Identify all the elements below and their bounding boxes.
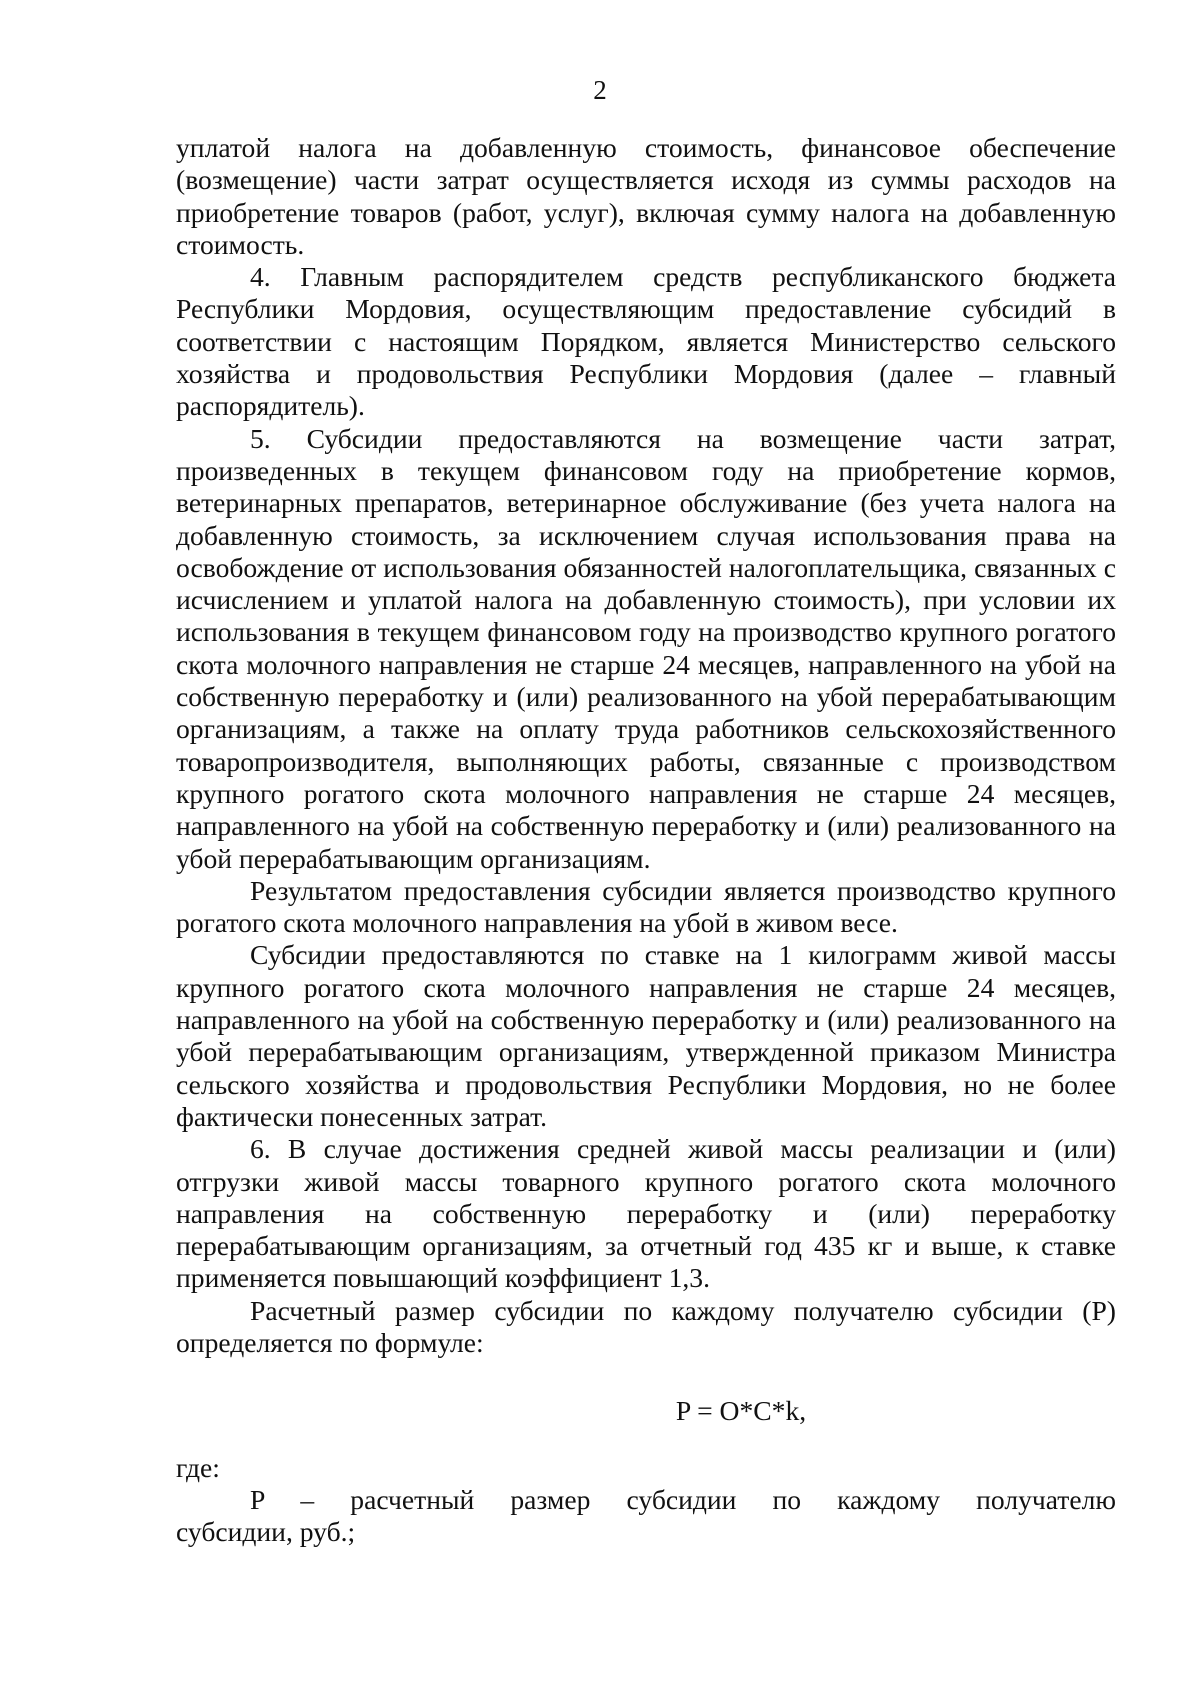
paragraph-item-4: 4. Главным распорядителем средств республиканского бюджета Республики Мордовия, осуществляющим предоставление субсидий в соответствии с настоящим Порядком, является Министерство сельского хозяйства и продовольствия Республики Мордовия (далее – главный распорядитель). (176, 261, 1116, 422)
definition-p-line1: P – расчетный размер субсидии по каждому получателю (250, 1483, 1116, 1515)
where-label: где: (176, 1451, 220, 1483)
page-number: 2 (593, 75, 607, 105)
subsidy-formula: P = O*C*k, (675, 1395, 807, 1427)
paragraph-item-6: 6. В случае достижения средней живой массы реализации и (или) отгрузки живой массы товарного крупного рогатого скота молочного направления на собственную переработку и (или) переработку перерабатывающим организациям, за отчетный год 435 кг и выше, к ставке применяется повышающий коэффициент 1,3. (176, 1133, 1116, 1294)
paragraph-rate: Субсидии предоставляются по ставке на 1 килограмм живой массы крупного рогатого скота молочного направления не старше 24 месяцев, направленного на убой на собственную переработку и (или) реализованного на убой перерабатывающим организациям, утвержденной приказом Министра сельского хозяйства и продовольствия Республики Мордовия, но не более фактически понесенных затрат. (176, 939, 1116, 1132)
document-body (176, 132, 1116, 1548)
paragraph-continuation: уплатой налога на добавленную стоимость, финансовое обеспечение (возмещение) части затрат осуществляется исходя из суммы расходов на приобретение товаров (работ, услуг), включая сумму налога на добавленную стоимость. (176, 132, 1116, 260)
paragraph-result: Результатом предоставления субсидии является производство крупного рогатого скота молочного направления на убой в живом весе. (176, 874, 1116, 939)
definition-p-line2: субсидии, руб.; (176, 1516, 356, 1548)
paragraph-formula-intro: Расчетный размер субсидии по каждому получателю субсидии (P) определяется по формуле: (176, 1294, 1116, 1358)
paragraph-item-5: 5. Субсидии предоставляются на возмещение части затрат, произведенных в текущем финансовом году на приобретение кормов, ветеринарных препаратов, ветеринарное обслуживание (без учета налога на добавленную стоимость, за исключением случая использования права на освобождение от использования обязанностей налогоплательщика, связанных с исчислением и уплатой налога на добавленную стоимость), при условии их использования в текущем финансовом году на производство крупного рогатого скота молочного направления не старше 24 месяцев, направленного на убой на собственную переработку и (или) реализованного на убой перерабатывающим организациям, а также на оплату труда работников сельскохозяйственного товаропроизводителя, выполняющих работы, связанные с производством крупного рогатого скота молочного направления не старше 24 месяцев, направленного на убой на собственную переработку и (или) реализованного на убой перерабатывающим организациям. (176, 422, 1116, 874)
